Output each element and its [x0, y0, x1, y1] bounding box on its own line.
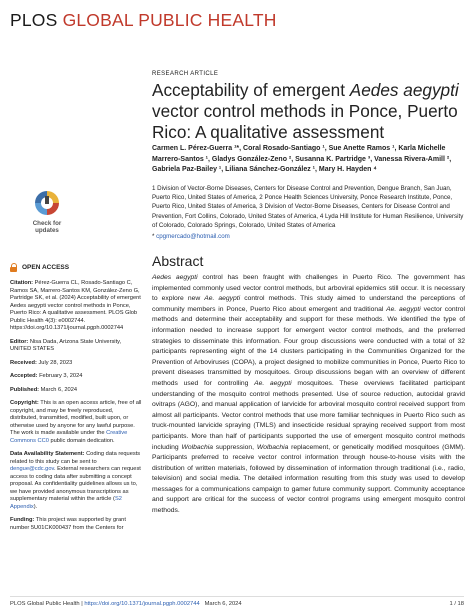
- article-title: Acceptability of emergent Aedes aegypti vector control methods in Ponce, Puerto Rico: A qualitative assessment: [152, 80, 459, 142]
- copyright: Copyright: This is an open access article, free of all copyright, and may be freely reproduced, distributed, transmitted, modified, built upon, or otherwise used by anyone for any lawful purpose. The work is made available under the Creative Commons CC0 public domain dedication.: [10, 400, 142, 444]
- check-for-updates-badge[interactable]: [30, 190, 64, 234]
- article-metadata-sidebar: [10, 263, 142, 538]
- abstract-heading: Abstract: [152, 253, 204, 269]
- footer-divider: [10, 596, 464, 597]
- footer-doi-link[interactable]: https://doi.org/10.1371/journal.pgph.0002744: [84, 601, 200, 607]
- check-for-updates-label: Check for updates: [32, 220, 62, 234]
- article-type: RESEARCH ARTICLE: [152, 71, 219, 77]
- author-list: Carmen L. Pérez-Guerra ¹*, Coral Rosado-Santiago ¹, Sue Anette Ramos ¹, Karla Michelle Marrero-Santos ¹, Gladys González-Zeno ², Susanna K. Partridge ³, Vanessa Rivera-Amill ², Gabriela Paz-Bailey ¹, Liliana Sánchez-González ¹, Mary H. Hayden ⁴: [152, 145, 452, 173]
- funding: Funding: This project was supported by grant number 5U01CK000437 from the Centers for: [10, 517, 126, 531]
- affiliations: 1 Division of Vector-Borne Diseases, Centers for Disease Control and Prevention, Dengue Branch, San Juan, Puerto Rico, United States of America, 2 Ponce Health Sciences University, Ponce Research Institute, Ponce, Puerto Rico, United States of America, 3 Division of Vector-Borne Diseases, Centers for Disease Control and Prevention, Fort Collins, Colorado, United States of America, 4 Lyda Hill Institute for Human Resilience, University of Colorado, Colorado Springs, Colorado, United States of America: [152, 185, 464, 229]
- accepted-date: Accepted: February 3, 2024: [10, 373, 83, 379]
- page-number: 1 / 18: [449, 601, 464, 607]
- editor: Editor: Nisa Dada, Arizona State University, UNITED STATES: [10, 338, 122, 352]
- journal-name: GLOBAL PUBLIC HEALTH: [62, 10, 277, 30]
- open-lock-icon: [10, 263, 18, 272]
- data-availability: Data Availability Statement: Coding data requests related to this study can be sent to dengue@cdc.gov. External researchers can request access to coding data after submitting a concept proposal. As confidentiality guidelines allows us to, we have provided anonymous transcriptions as supplementary material within the article (S2 Appendix).: [10, 451, 141, 510]
- cc0-link[interactable]: Creative Commons CC0: [10, 430, 128, 444]
- s2-appendix-link[interactable]: S2 Appendix: [10, 496, 122, 510]
- footer-citation: PLOS Global Public Health | https://doi.org/10.1371/journal.pgph.0002744 March 6, 2024: [10, 601, 242, 607]
- abstract-text: Aedes aegypti control has been fraught with challenges in Puerto Rico. The government has implemented commonly used vector control methods, but arboviral epidemics still occur. It is necessary to explore new Ae. aegypti control methods. This study aimed to understand the perceptions of community members in Ponce, Puerto Rico about emergent and traditional Ae. aegypti vector control methods and determine their acceptability and support for these methods. We identified the type of information needed to increase support for emergent vector control methods, and the preferred strategies to disseminate this information. Four group discussions were conducted with a total of 32 participants representing eight of the 14 clusters participating in the Communities Organized for the Prevention of Arboviruses (COPA), a project designed to mobilize communities in Ponce, Puerto Rico to prevent diseases transmitted by mosquitoes. Group discussions began with an overview of different methods used for controlling Ae. aegypti mosquitoes. These overviews facilitated participant understanding of the mosquito control methods presented. Use of source reduction, autocidal gravid ovitraps (AGO), and manual application of larvicide for arboviral mosquito control received support from almost all participants. Vector control methods that use more familiar techniques in Puerto Rico such as truck-mounted larvicide spraying (TMLS) and insecticide residual spraying received support from most participants. More than half of participants supported the use of emergent mosquito control methods including Wolbachia suppression, Wolbachia replacement, or genetically modified mosquitoes (GMM). Participants preferred to receive vector control information through house-to-house visits with the distribution of written materials, followed by dissemination of information through traditional (i.e., radio, television) and social media. The detailed information resulting from this study was used to develop messages for a communications campaign to gamer future community support. Community acceptance and support are critical for the success of vector control programs using emergent mosquito control methods.: [152, 274, 466, 515]
- check-for-updates-icon: [34, 190, 60, 218]
- journal-header: [10, 10, 277, 31]
- open-access-badge: OPEN ACCESS: [10, 263, 142, 272]
- page-footer: [10, 601, 464, 607]
- journal-prefix: PLOS: [10, 10, 58, 30]
- received-date: Received: July 28, 2023: [10, 359, 73, 366]
- citation: Citation: Pérez-Guerra CL, Rosado-Santiago C, Ramos SA, Marrero-Santos KM, González-Zeno G, Partridge SK, et al. (2024) Acceptability of emergent Aedes aegypti vector control methods in Ponce, Puerto Rico: A qualitative assessment. PLOS Glob Public Health 4(3): e0002744. https://doi.org/10.1371/journal.pgph.0002744: [10, 280, 141, 331]
- email-link[interactable]: cpgmercado@hotmail.com: [156, 233, 230, 240]
- published-date: Published: March 6, 2024: [10, 386, 78, 393]
- data-email-link[interactable]: dengue@cdc.gov: [10, 466, 54, 472]
- corresponding-email: * cpgmercado@hotmail.com: [152, 233, 230, 240]
